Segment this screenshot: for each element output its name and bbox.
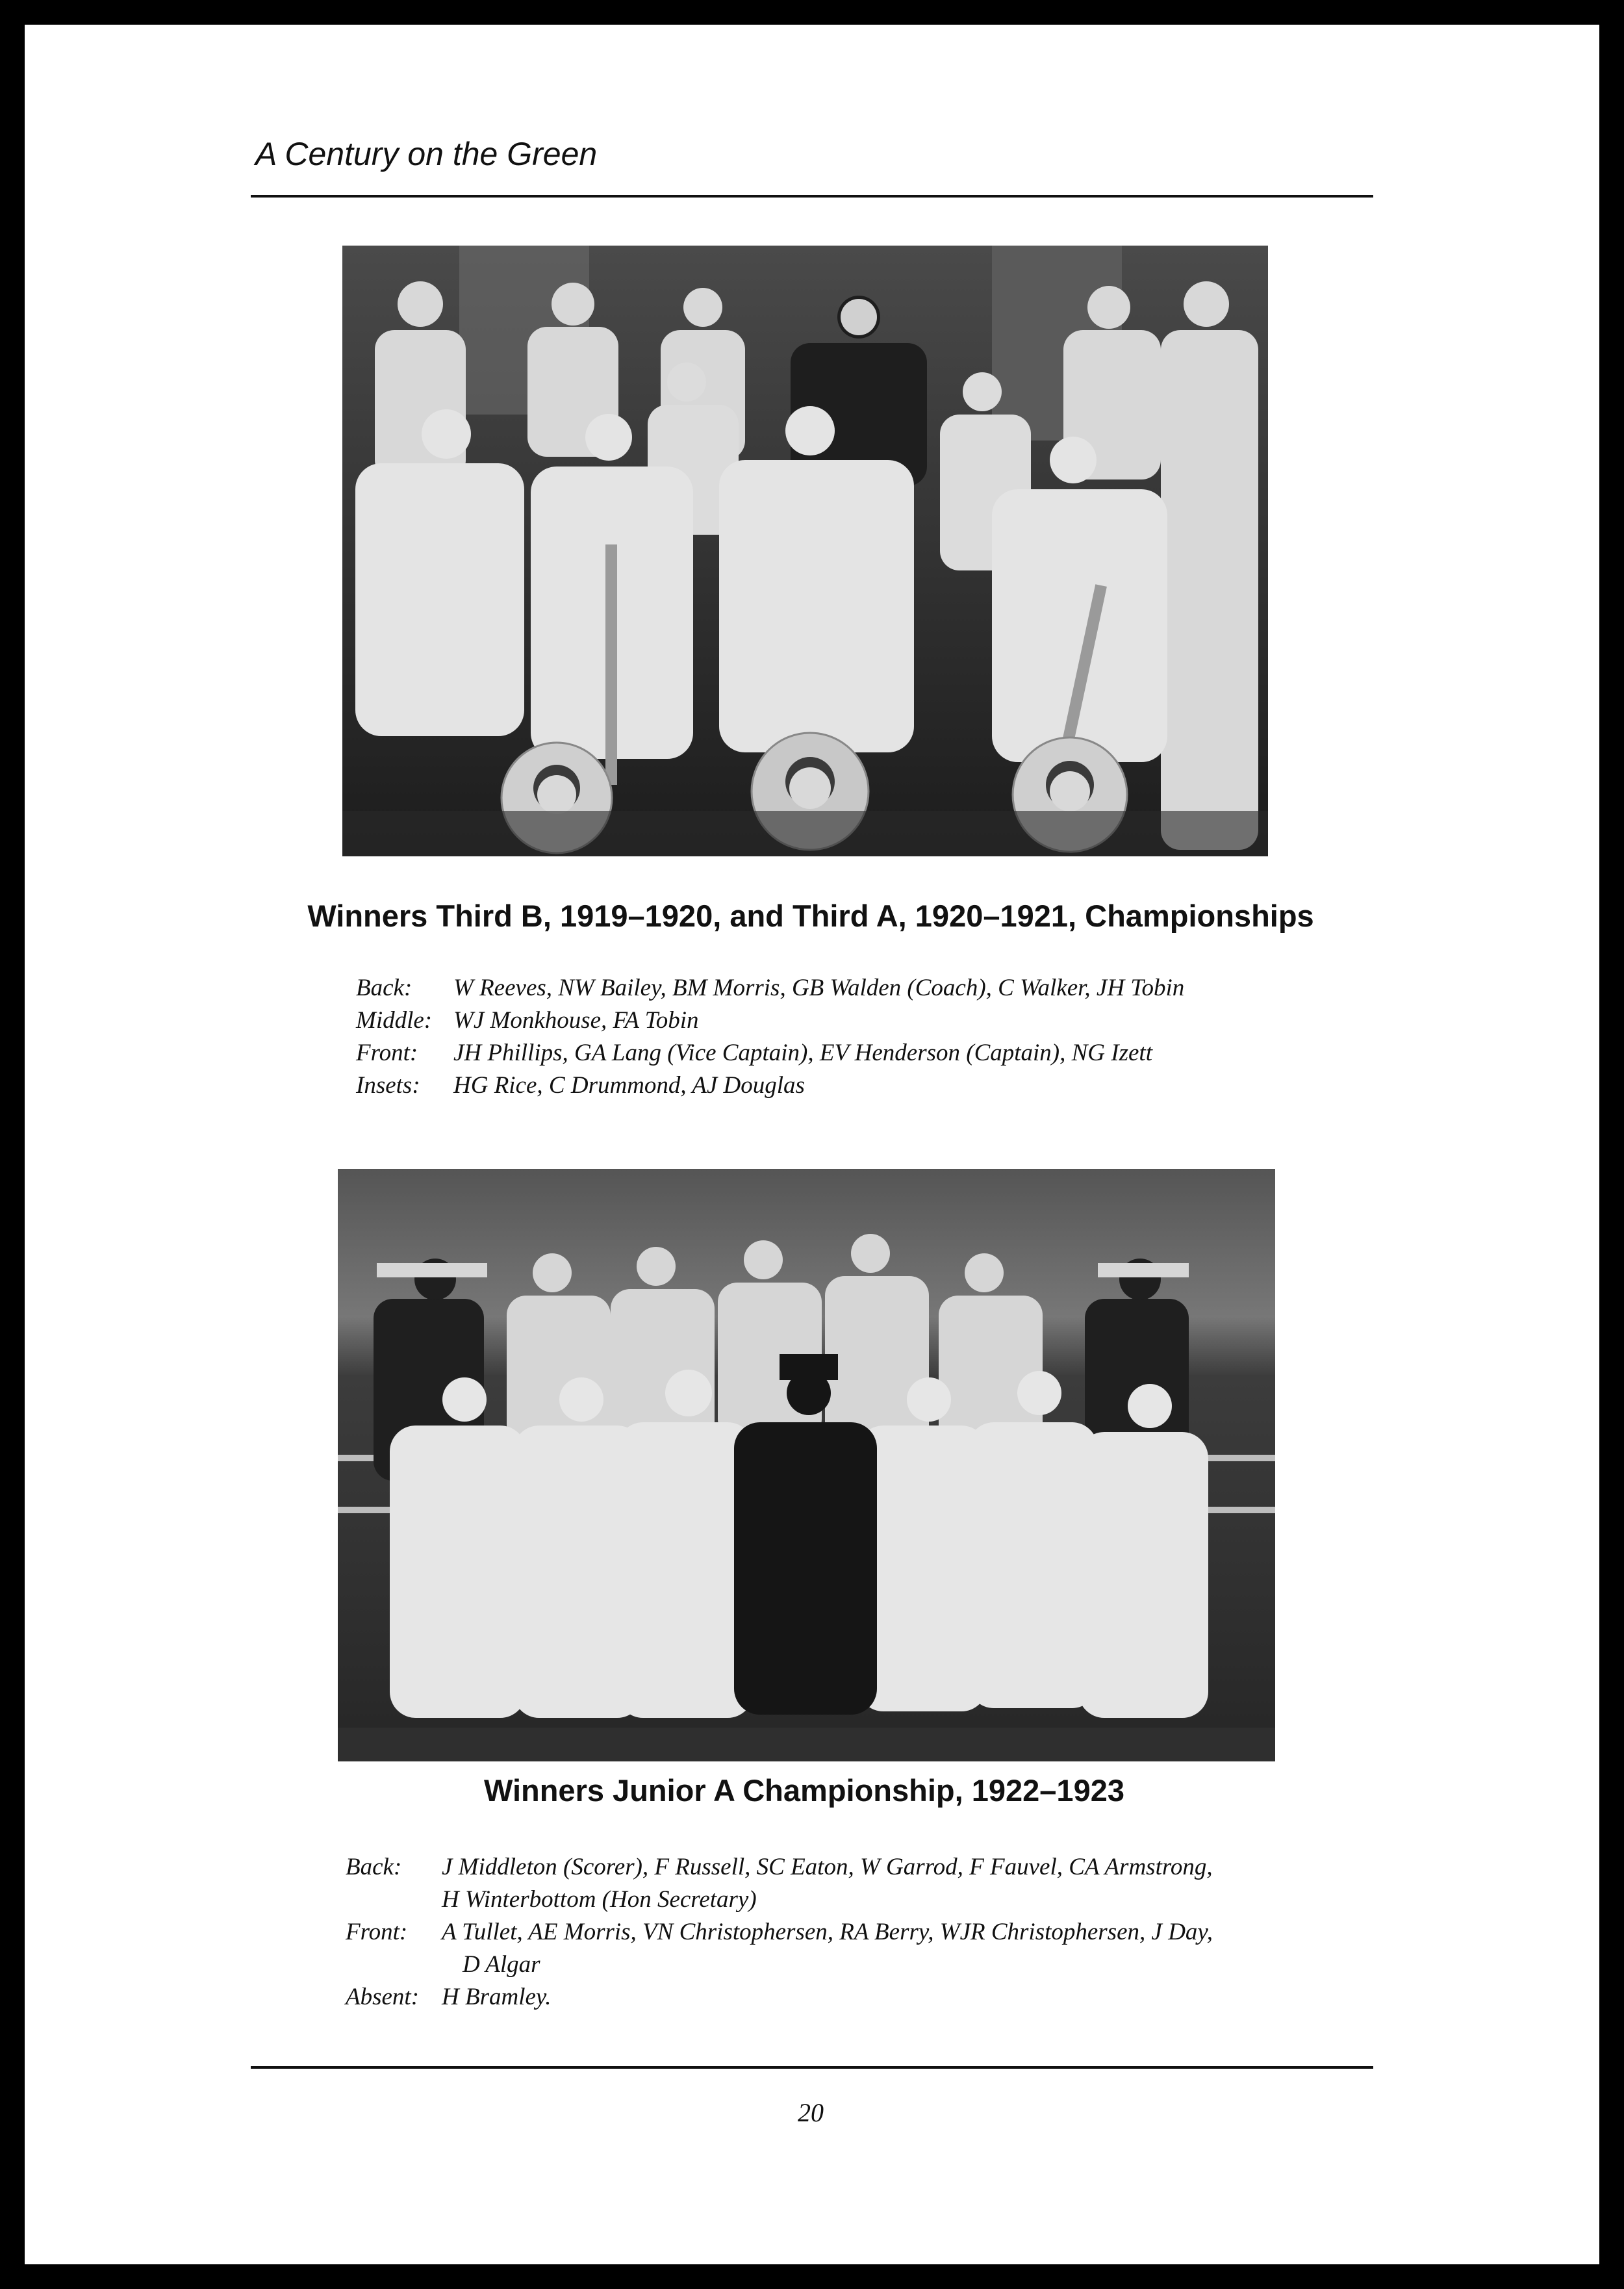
row-names: WJ Monkhouse, FA Tobin bbox=[453, 1007, 699, 1034]
footer-rule bbox=[251, 2066, 1373, 2069]
name-row-back bbox=[346, 1851, 1359, 1884]
row-names: JH Phillips, GA Lang (Vice Captain), EV Henderson (Captain), NG Izett bbox=[453, 1040, 1152, 1066]
photo1-caption-title: Winners Third B, 1919–1920, and Third A, 1920–1921, Championships bbox=[307, 899, 1314, 933]
photo2-name-list bbox=[346, 1851, 1359, 2014]
row-names: W Reeves, NW Bailey, BM Morris, GB Walden (Coach), C Walker, JH Tobin bbox=[453, 975, 1185, 1001]
row-label: Front: bbox=[346, 1919, 408, 1945]
row-names: J Middleton (Scorer), F Russell, SC Eaton, W Garrod, F Fauvel, CA Armstrong, bbox=[442, 1854, 1213, 1880]
header-rule bbox=[251, 195, 1373, 198]
photo1-name-list bbox=[356, 972, 1363, 1102]
row-names: H Bramley. bbox=[442, 1984, 552, 2010]
name-row-absent bbox=[346, 1981, 1359, 2014]
name-row-back-continuation: H Winterbottom (Hon Secretary) bbox=[442, 1886, 757, 1913]
team-photo-1922-1923 bbox=[338, 1169, 1275, 1761]
page-number: 20 bbox=[798, 2098, 824, 2127]
running-head: A Century on the Green bbox=[255, 136, 598, 172]
row-label: Insets: bbox=[356, 1072, 420, 1099]
row-label: Back: bbox=[346, 1854, 402, 1880]
row-names: HG Rice, C Drummond, AJ Douglas bbox=[453, 1072, 805, 1099]
row-label: Front: bbox=[356, 1040, 418, 1066]
name-row-middle bbox=[356, 1004, 1363, 1037]
name-row-front bbox=[346, 1916, 1359, 1949]
team-photo-1919-1921 bbox=[342, 246, 1268, 856]
name-row-front bbox=[356, 1037, 1363, 1069]
name-row-back bbox=[356, 972, 1363, 1004]
row-label: Back: bbox=[356, 975, 412, 1001]
row-label: Absent: bbox=[346, 1984, 420, 2010]
document-page bbox=[25, 25, 1599, 2264]
row-names: A Tullet, AE Morris, VN Christophersen, RA Berry, WJR Christophersen, J Day, bbox=[442, 1919, 1213, 1945]
name-row-front-continuation: D Algar bbox=[463, 1951, 540, 1978]
row-label: Middle: bbox=[356, 1007, 433, 1034]
name-row-insets bbox=[356, 1069, 1363, 1102]
photo2-caption-title: Winners Junior A Championship, 1922–1923 bbox=[484, 1773, 1124, 1808]
